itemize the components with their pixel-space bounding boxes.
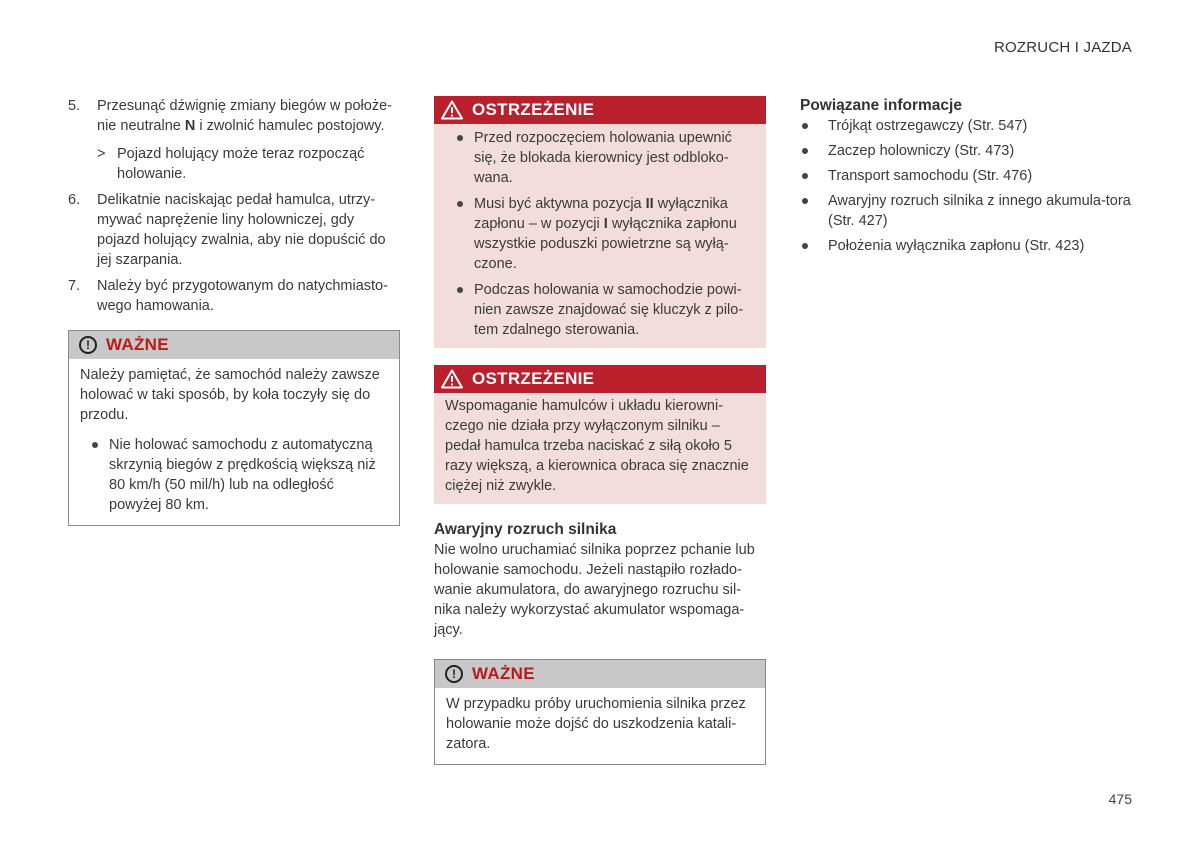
text-part: wyłącznika zapłonu – w pozycji — [474, 196, 728, 232]
related-link-jump-start[interactable]: Awaryjny rozruch silnika z innego akumula-tora (Str. 427) — [800, 191, 1132, 231]
warning-box-body — [434, 124, 766, 348]
warning-bullets — [445, 128, 755, 340]
related-info-heading: Powiązane informacje — [800, 97, 962, 114]
important-bullets — [80, 435, 388, 515]
warning-box-2 — [434, 365, 766, 504]
emergency-start-section — [434, 520, 766, 640]
warning-box-header — [434, 96, 766, 124]
warning-box-1 — [434, 96, 766, 348]
important-box-header — [435, 660, 765, 688]
important-box-body: W przypadku próby uruchomienia silnika przez holowanie może dojść do uszkodzenia katali-zatora. — [446, 696, 746, 752]
important-box — [68, 330, 400, 526]
step-text: Delikatnie naciskając pedał hamulca, utrzy-mywać naprężenie liny holowniczej, gdy pojazd holujący zwalnia, aby nie dopuścić do jej szarpania. — [97, 192, 386, 268]
step-5 — [68, 96, 400, 184]
ignition-position-i: I — [603, 216, 608, 232]
step-number: 7. — [68, 278, 81, 294]
warning-box-title: OSTRZEŻENIE — [472, 100, 595, 119]
exclamation-circle-icon: ! — [445, 665, 463, 683]
column-right — [800, 96, 1132, 261]
column-middle — [434, 96, 766, 765]
related-link-ignition-positions[interactable]: Położenia wyłącznika zapłonu (Str. 423) — [800, 236, 1132, 256]
related-link-towing-eye[interactable]: Zaczep holowniczy (Str. 473) — [800, 141, 1132, 161]
related-links — [800, 116, 1132, 256]
section-text: Nie wolno uruchamiać silnika poprzez pchanie lub holowanie samochodu. Jeżeli nastąpiło rozłado-wanie akumulatora, do awaryjnego rozruchu sil-nika należy wykorzystać akumulator wspomaga-jący. — [434, 542, 755, 638]
warning-triangle-icon — [441, 100, 463, 120]
step-number: 5. — [68, 98, 81, 114]
text-part: Musi być aktywna pozycja — [474, 196, 646, 212]
page-number: 475 — [1108, 791, 1132, 807]
steps-list — [68, 96, 400, 316]
important-box-2 — [434, 659, 766, 765]
section-heading: Awaryjny rozruch silnika — [434, 521, 617, 538]
important-paragraph: Należy pamiętać, że samochód należy zawsze holować w taki sposób, by koła toczyły się do przodu. — [80, 367, 380, 423]
warning-bullet: Podczas holowania w samochodzie powi-nien zawsze znajdować się kluczyk z pilo-tem zdalnego sterowania. — [445, 280, 755, 340]
warning-bullet — [445, 194, 755, 274]
section-header: ROZRUCH I JAZDA — [994, 39, 1132, 56]
important-bullet: Nie holować samochodu z automatyczną skrzynią biegów z prędkością większą niż 80 km/h (50 mil/h) lub na odległość powyżej 80 km. — [80, 435, 388, 515]
result-arrow: > — [97, 146, 106, 162]
warning-bullet: Przed rozpoczęciem holowania upewnić się, że blokada kierownicy jest odbloko-wana. — [445, 128, 755, 188]
text-part: wyłącznika zapłonu wszystkie poduszki powietrzne są wyłą-czone. — [474, 216, 737, 272]
step-text-part: Przesunąć dźwignię zmiany biegów w położe-nie neutralne — [97, 98, 392, 134]
important-box-title: WAŻNE — [472, 664, 535, 683]
step-6 — [68, 190, 400, 270]
warning-triangle-icon — [441, 369, 463, 389]
step-number: 6. — [68, 192, 81, 208]
step-text-part: i zwolnić hamulec postojowy. — [195, 118, 385, 134]
related-link-warning-triangle[interactable]: Trójkąt ostrzegawczy (Str. 547) — [800, 116, 1132, 136]
warning-box-title: OSTRZEŻENIE — [472, 369, 595, 388]
step-7 — [68, 276, 400, 316]
related-link-vehicle-transport[interactable]: Transport samochodu (Str. 476) — [800, 166, 1132, 186]
result-text: Pojazd holujący może teraz rozpocząć holowanie. — [117, 146, 365, 182]
important-box-body — [69, 359, 399, 525]
warning-box-body: Wspomaganie hamulców i układu kierowni-czego nie działa przy wyłączonym silniku – pedał hamulca trzeba naciskać z siłą około 5 razy większą, a kierownica obraca się znacznie ciężej niż zwykle. — [445, 398, 749, 494]
exclamation-circle-icon: ! — [79, 336, 97, 354]
step-text — [97, 98, 392, 134]
warning-box-header — [434, 365, 766, 393]
gear-position-n: N — [184, 118, 196, 134]
important-box-header — [69, 331, 399, 359]
step-text: Należy być przygotowanym do natychmiasto-wego hamowania. — [97, 278, 388, 314]
ignition-position-ii: II — [645, 196, 654, 212]
column-left — [68, 96, 400, 526]
step-result — [97, 144, 400, 184]
important-box-title: WAŻNE — [106, 335, 169, 354]
